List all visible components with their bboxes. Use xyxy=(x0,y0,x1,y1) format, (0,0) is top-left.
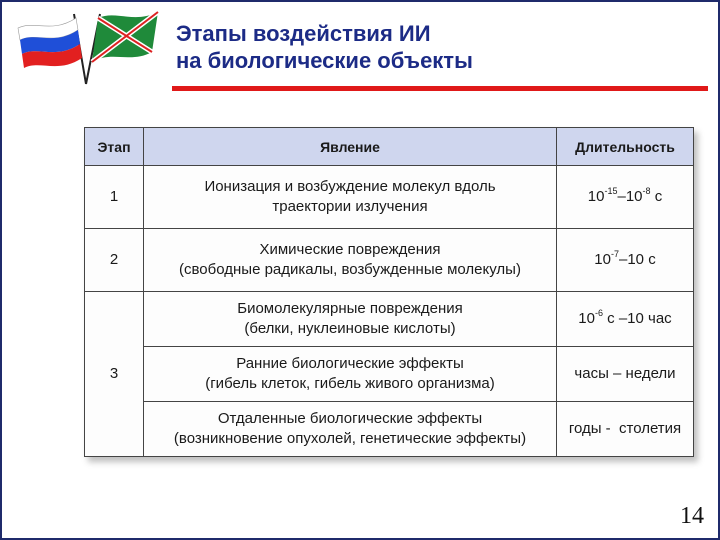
phenomenon-cell xyxy=(144,229,557,292)
table-row xyxy=(85,229,694,292)
phenomenon-cell xyxy=(144,402,557,457)
phenomenon-line: траектории излучения xyxy=(272,198,428,215)
flags-emblem xyxy=(12,8,162,88)
duration-rest: с –10 час xyxy=(603,310,672,327)
table-row xyxy=(85,402,694,457)
duration-base: 10 xyxy=(587,188,605,205)
table-row xyxy=(85,347,694,402)
duration-cell xyxy=(557,292,694,347)
stage-cell: 3 xyxy=(85,292,144,457)
table-header-row xyxy=(85,128,694,166)
border-guard-flag-icon xyxy=(86,12,158,84)
russian-flag-icon xyxy=(18,14,86,84)
phenomenon-line: Биомолекулярные повреждения xyxy=(237,300,463,317)
header-stage: Этап xyxy=(85,128,144,166)
page-number: 14 xyxy=(680,503,704,529)
phenomenon-line: Ранние биологические эффекты xyxy=(236,355,464,372)
duration-separator: –10 xyxy=(617,188,643,205)
header-duration: Длительность xyxy=(557,128,694,166)
duration-cell xyxy=(557,166,694,229)
header-phenomenon: Явление xyxy=(144,128,557,166)
stage-cell: 2 xyxy=(85,229,144,292)
duration-exponent: -15 xyxy=(604,186,618,196)
phenomenon-line: (белки, нуклеиновые кислоты) xyxy=(244,320,456,337)
stages-table xyxy=(84,127,694,457)
phenomenon-line: Ионизация и возбуждение молекул вдоль xyxy=(204,178,496,195)
title-line-2: на биологические объекты xyxy=(176,48,473,73)
phenomenon-cell xyxy=(144,347,557,402)
duration-unit: с xyxy=(650,188,663,205)
phenomenon-line: (возникновение опухолей, генетические эффекты) xyxy=(173,430,527,447)
duration-cell: часы – недели xyxy=(557,347,694,402)
phenomenon-line: (свободные радикалы, возбужденные молекулы) xyxy=(179,261,521,278)
duration-exponent: -7 xyxy=(610,249,619,259)
table-row xyxy=(85,166,694,229)
title-line-1: Этапы воздействия ИИ xyxy=(176,21,431,46)
duration-cell: годы - столетия xyxy=(557,402,694,457)
phenomenon-cell xyxy=(144,292,557,347)
slide-title xyxy=(176,20,473,74)
duration-base: 10 xyxy=(594,251,611,268)
duration-base: 10 xyxy=(578,310,595,327)
title-underline xyxy=(172,86,708,91)
duration-cell xyxy=(557,229,694,292)
phenomenon-line: (гибель клеток, гибель живого организма) xyxy=(205,375,495,392)
duration-exponent: -8 xyxy=(642,186,651,196)
phenomenon-line: Отдаленные биологические эффекты xyxy=(217,410,483,427)
table-row xyxy=(85,292,694,347)
duration-exponent: -6 xyxy=(594,308,603,318)
stage-cell: 1 xyxy=(85,166,144,229)
duration-rest: –10 с xyxy=(619,251,656,268)
phenomenon-cell xyxy=(144,166,557,229)
phenomenon-line: Химические повреждения xyxy=(259,241,441,258)
